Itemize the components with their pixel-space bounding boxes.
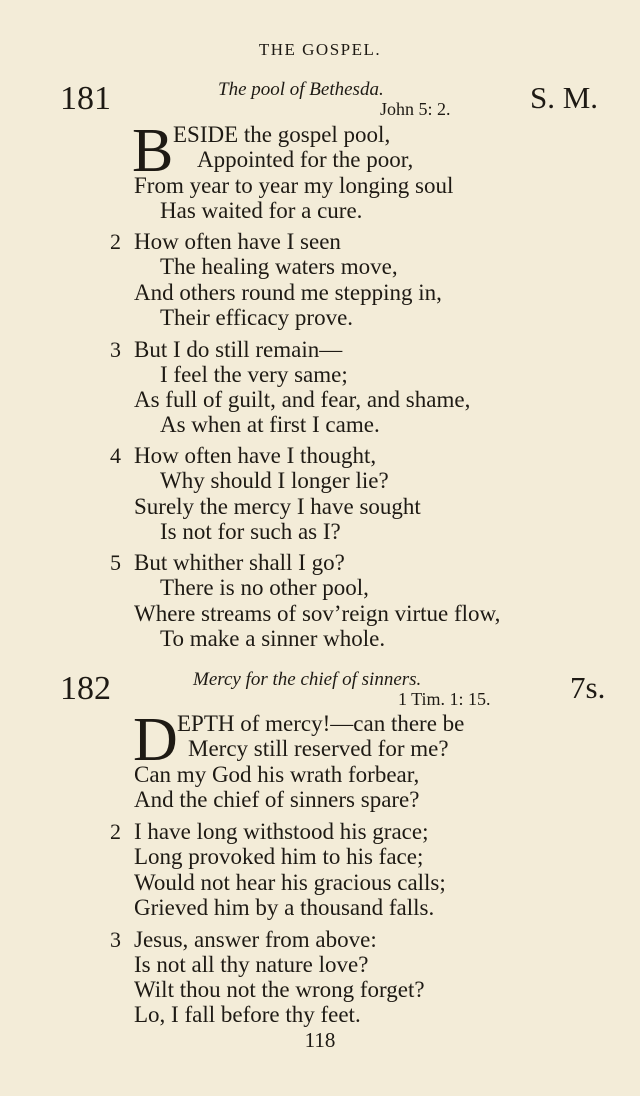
drop-cap: D: [133, 706, 178, 774]
verse-line: The healing waters move,: [160, 254, 398, 279]
verse-line: And the chief of sinners spare?: [134, 787, 420, 812]
verse-line: How often have I thought,: [134, 443, 377, 468]
stanza-number: 2: [110, 229, 121, 254]
stanza-number: 3: [110, 337, 121, 362]
verse-line: Mercy still reserved for me?: [188, 736, 449, 761]
verse-line: Lo, I fall before thy feet.: [134, 1002, 361, 1027]
scripture-reference: John 5: 2.: [380, 99, 451, 119]
verse-line: Would not hear his gracious calls;: [134, 870, 446, 895]
verse-line: Where streams of sov’reign virtue flow,: [134, 601, 501, 626]
stanza-number: 5: [110, 550, 121, 575]
verse-line: Jesus, answer from above:: [134, 927, 377, 952]
verse-line: But I do still remain—: [134, 337, 343, 362]
verse-line: Appointed for the poor,: [197, 147, 414, 172]
page-number: 118: [304, 1028, 336, 1052]
verse-line: Has waited for a cure.: [160, 198, 363, 223]
verse-line: And others round me stepping in,: [134, 280, 442, 305]
verse-line: From year to year my longing soul: [134, 173, 454, 198]
verse-line: There is no other pool,: [160, 575, 369, 600]
drop-cap: B: [132, 117, 174, 185]
verse-line: As when at first I came.: [160, 412, 380, 437]
verse-line: To make a sinner whole.: [160, 626, 386, 651]
stanza-number: 2: [110, 819, 121, 844]
verse-line: Wilt thou not the wrong forget?: [134, 977, 425, 1002]
verse-line: EPTH of mercy!—can there be: [177, 711, 465, 736]
stanza-number: 4: [110, 443, 121, 468]
stanza-number: 3: [110, 927, 121, 952]
verse-line: Is not all thy nature love?: [134, 952, 369, 977]
running-head: THE GOSPEL.: [258, 40, 382, 59]
scripture-reference: 1 Tim. 1: 15.: [398, 689, 491, 709]
verse-line: Surely the mercy I have sought: [134, 494, 421, 519]
hymn-number: 181: [60, 80, 111, 117]
verse-line: Is not for such as I?: [160, 519, 341, 544]
meter: 7s.: [570, 670, 606, 705]
verse-line: How often have I seen: [134, 229, 341, 254]
verse-line: As full of guilt, and fear, and shame,: [134, 387, 471, 412]
hymn-number: 182: [60, 670, 111, 707]
verse-line: Long provoked him to his face;: [134, 844, 424, 869]
verse-line: Grieved him by a thousand falls.: [134, 895, 435, 920]
hymn-title: The pool of Bethesda.: [218, 79, 384, 100]
verse-line: Their efficacy prove.: [160, 305, 354, 330]
verse-line: ESIDE the gospel pool,: [173, 122, 391, 147]
meter: S. M.: [530, 80, 599, 115]
verse-line: I feel the very same;: [160, 362, 348, 387]
hymn-title: Mercy for the chief of sinners.: [193, 669, 422, 690]
verse-line: But whither shall I go?: [134, 550, 345, 575]
verse-line: I have long withstood his grace;: [134, 819, 429, 844]
verse-line: Can my God his wrath forbear,: [134, 762, 420, 787]
verse-line: Why should I longer lie?: [160, 468, 389, 493]
